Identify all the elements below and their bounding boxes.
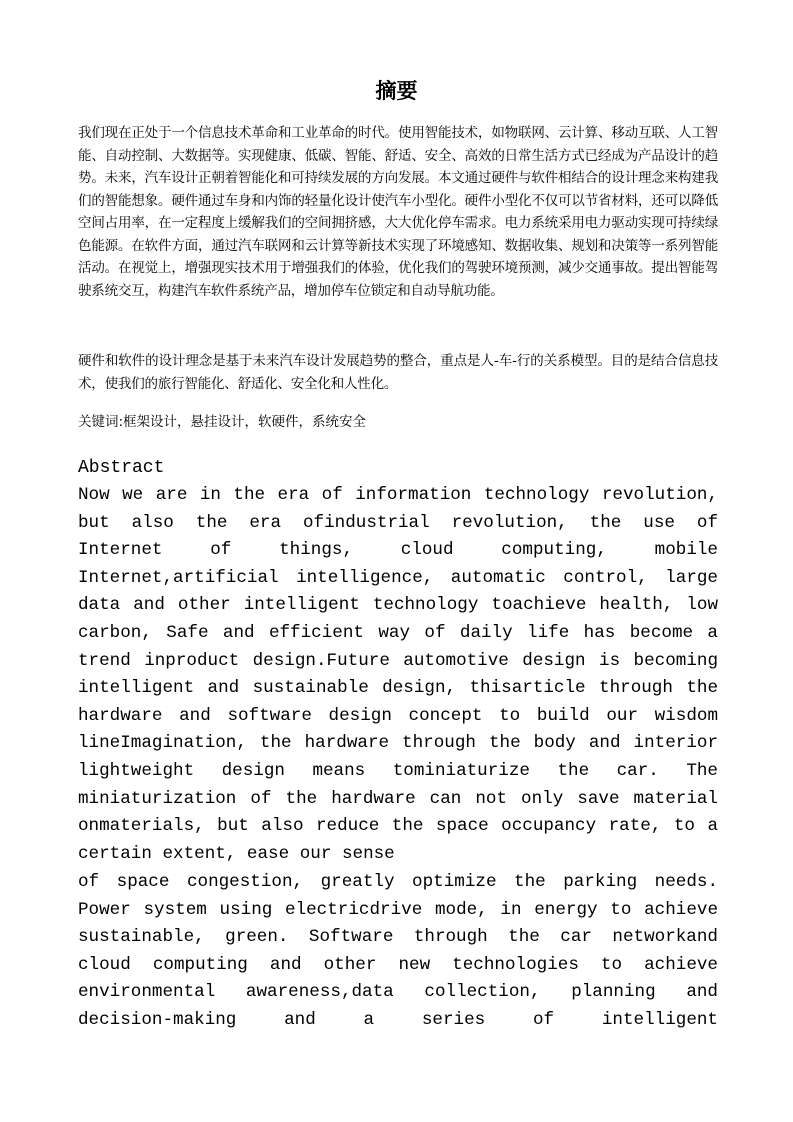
page-title: 摘要: [375, 79, 418, 103]
chinese-abstract-paragraph-2: 硬件和软件的设计理念是基于未来汽车设计发展趋势的整合，重点是人-车-行的关系模型。目的是结合信息技术，使我们的旅行智能化、舒适化、安全化和人性化。: [78, 353, 718, 392]
chinese-abstract-paragraph-1: 我们现在正处于一个信息技术革命和工业革命的时代。使用智能技术，如物联网、云计算、移动互联、人工智能、自动控制、大数据等。实现健康、低碳、智能、舒适、安全、高效的日常生活方式已经成为产品设计的趋势。未来，汽车设计正朝着智能化和可持续发展的方向发展。本文通过硬件与软件相结合的设计理念来构建我们的智能想象。硬件通过车身和内饰的轻量化设计使汽车小型化。硬件小型化不仅可以节省材料，还可以降低空间占用率，在一定程度上缓解我们的空间拥挤感，大大优化停车需求。电力系统采用电力驱动实现可持续绿色能源。在软件方面，通过汽车联网和云计算等新技术实现了环境感知、数据收集、规划和决策等一系列智能活动。在视觉上，增强现实技术用于增强我们的体验，优化我们的驾驶环境预测，减少交通事故。提出智能驾驶系统交互，构建汽车软件系统产品，增加停车位锁定和自动导航功能。: [78, 125, 718, 299]
english-abstract-text-part-1: Now we are in the era of information technology revolution, but also the era ofindustrial revolution, the use of Internet of things, cloud computing, mobile Internet,artificial intelligence, automatic control, large data and other intelligent technology toachieve health, low carbon, Safe and efficient way of daily life has become a trend inproduct design.Future automotive design is becoming intelligent and sustainable design, thisarticle through the hardware and software design concept to build our wisdom lineImagination, the hardware through the body and interior lightweight design means tominiaturize the car. The miniaturization of the hardware can not only save material onmaterials, but also reduce the space occupancy rate, to a certain extent, ease our sense: [78, 485, 718, 864]
english-abstract-text-part-2: of space congestion, greatly optimize the parking needs. Power system using electricdrive mode, in energy to achieve sustainable, green. Software through the car networkand cloud computing and other new technologies to achieve environmental awareness,data collection, planning and decision-making and a series of intelligent: [78, 872, 718, 1030]
keywords-line: 关键词:框架设计，悬挂设计，软硬件，系统安全: [78, 414, 367, 430]
english-abstract-heading: Abstract: [78, 458, 165, 478]
